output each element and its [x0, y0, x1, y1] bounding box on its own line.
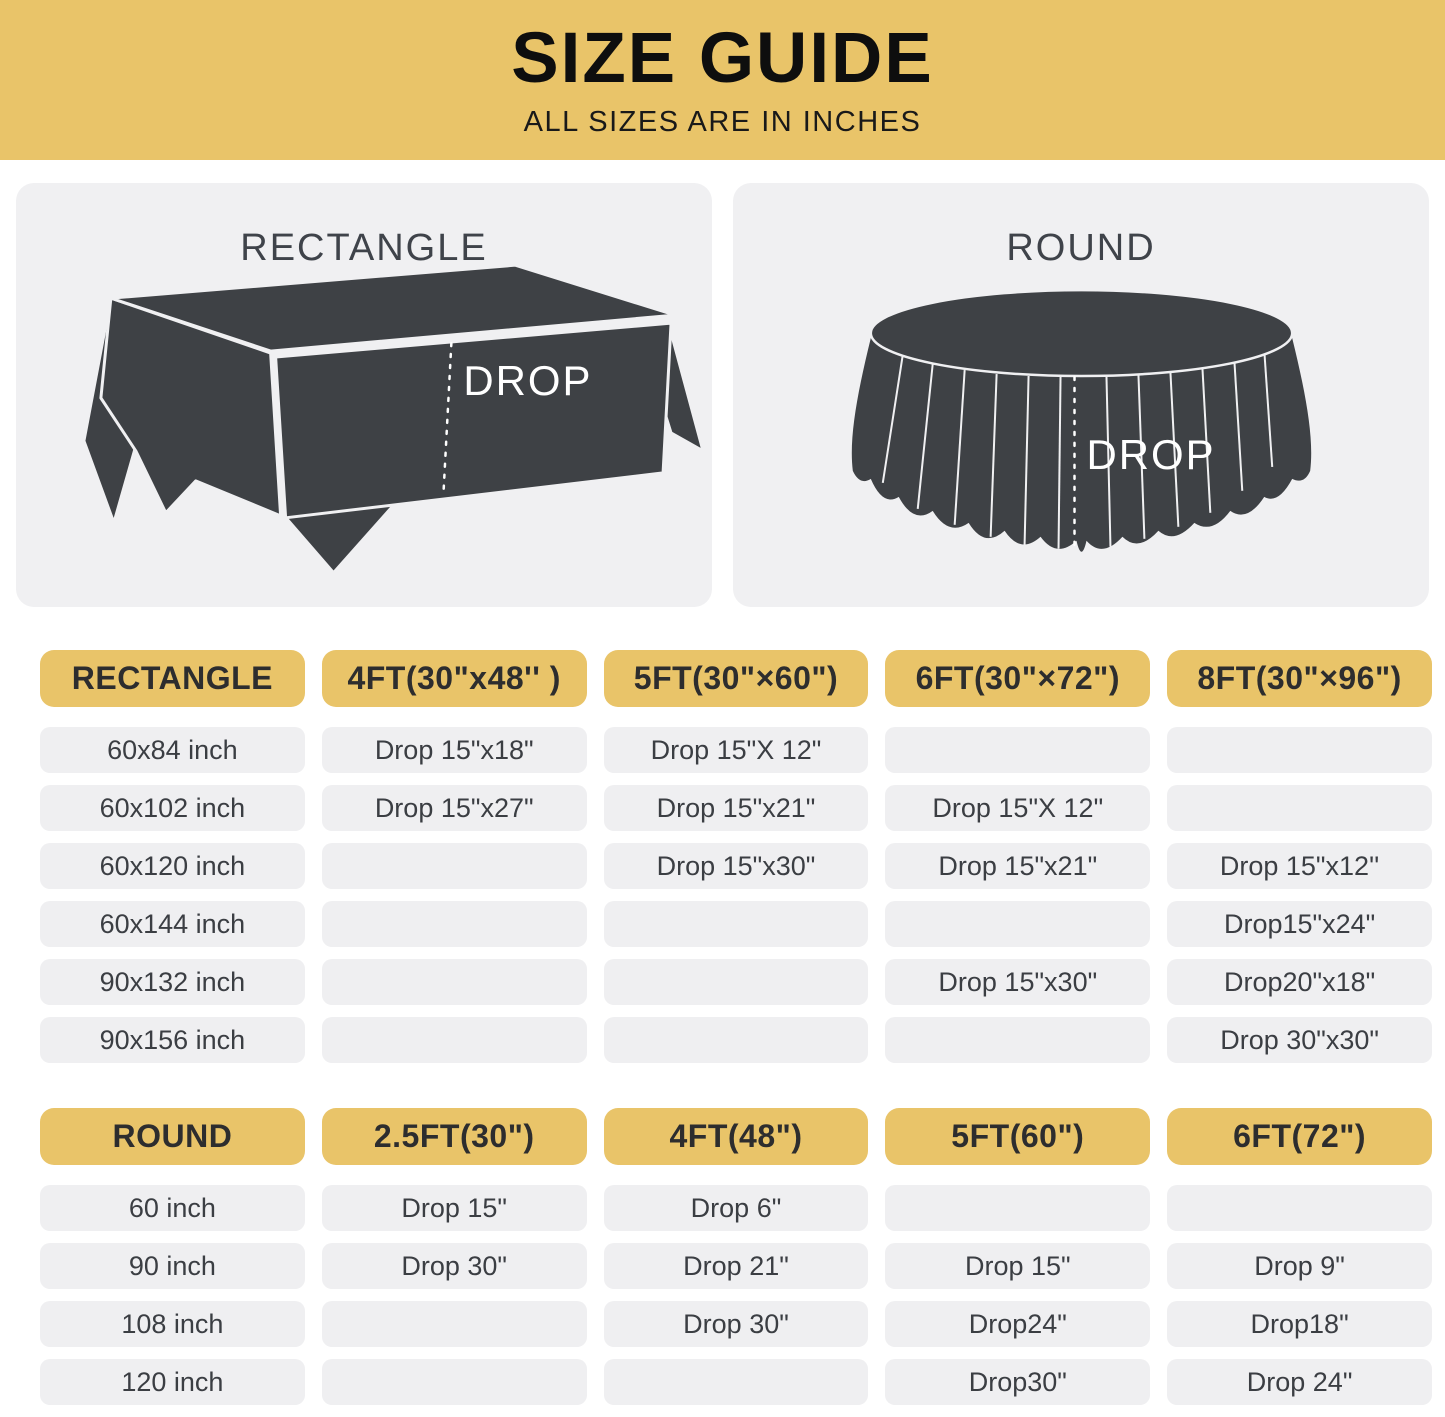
drop-label: DROP [1086, 430, 1216, 478]
size-cell: Drop 15"x30" [885, 959, 1150, 1005]
size-cell: Drop 21" [604, 1243, 869, 1289]
size-cell: Drop 15"x21" [885, 843, 1150, 889]
size-cell: Drop 15"x21" [604, 785, 869, 831]
size-cell: 60x144 inch [40, 901, 305, 947]
size-cell: 60x102 inch [40, 785, 305, 831]
column-header: 2.5FT(30") [322, 1108, 587, 1165]
size-cell: Drop 15" [322, 1185, 587, 1231]
drop-label: DROP [463, 357, 593, 404]
empty-cell [322, 1301, 587, 1347]
empty-cell [322, 1359, 587, 1405]
empty-cell [604, 959, 869, 1005]
illustration-panels [16, 183, 1429, 607]
column-header: 5FT(60") [885, 1108, 1150, 1165]
column-header: 4FT(48") [604, 1108, 869, 1165]
column-header: RECTANGLE [40, 650, 305, 707]
size-cell: 60 inch [40, 1185, 305, 1231]
empty-cell [322, 959, 587, 1005]
empty-cell [604, 901, 869, 947]
empty-cell [604, 1359, 869, 1405]
rectangle-size-table [40, 650, 1432, 1063]
size-cell: Drop 30" [322, 1243, 587, 1289]
empty-cell [604, 1017, 869, 1063]
empty-cell [885, 1017, 1150, 1063]
empty-cell [1167, 785, 1432, 831]
size-cell: Drop 15"X 12" [604, 727, 869, 773]
size-cell: Drop30" [885, 1359, 1150, 1405]
column-header: 8FT(30"×96") [1167, 650, 1432, 707]
panel-rectangle [16, 183, 712, 607]
column-header: 6FT(72") [1167, 1108, 1432, 1165]
size-cell: Drop 15"x30" [604, 843, 869, 889]
size-cell: 60x84 inch [40, 727, 305, 773]
size-cell: Drop24" [885, 1301, 1150, 1347]
empty-cell [885, 901, 1150, 947]
size-cell: Drop15"x24" [1167, 901, 1432, 947]
size-cell: Drop 30"x30" [1167, 1017, 1432, 1063]
size-cell: Drop 15" [885, 1243, 1150, 1289]
cloth-front-face [276, 323, 671, 518]
cloth-top-ellipse [871, 290, 1292, 376]
round-size-table [40, 1108, 1432, 1405]
empty-cell [322, 1017, 587, 1063]
size-cell: Drop 15"X 12" [885, 785, 1150, 831]
size-cell: Drop 24" [1167, 1359, 1432, 1405]
empty-cell [322, 843, 587, 889]
rectangle-table-header-row [40, 650, 1432, 707]
banner [0, 0, 1445, 160]
empty-cell [1167, 727, 1432, 773]
size-cell: Drop 15"x18" [322, 727, 587, 773]
size-cell: 60x120 inch [40, 843, 305, 889]
size-cell: 108 inch [40, 1301, 305, 1347]
empty-cell [322, 901, 587, 947]
page-title: SIZE GUIDE [511, 19, 934, 98]
size-cell: Drop 15"x27" [322, 785, 587, 831]
size-cell: Drop 30" [604, 1301, 869, 1347]
column-header: ROUND [40, 1108, 305, 1165]
empty-cell [1167, 1185, 1432, 1231]
panel-round [733, 183, 1429, 607]
size-cell: Drop18" [1167, 1301, 1432, 1347]
size-tables [40, 650, 1432, 1405]
size-cell: Drop 15"x12'' [1167, 843, 1432, 889]
size-cell: 90x132 inch [40, 959, 305, 1005]
round-table-header-row [40, 1108, 1432, 1165]
panel-rectangle-title: RECTANGLE [240, 227, 488, 269]
size-cell: 90 inch [40, 1243, 305, 1289]
column-header: 5FT(30"×60") [604, 650, 869, 707]
column-header: 6FT(30"×72") [885, 650, 1150, 707]
panel-round-title: ROUND [1006, 227, 1156, 269]
size-cell: Drop 6" [604, 1185, 869, 1231]
page-subtitle: ALL SIZES ARE IN INCHES [523, 106, 922, 138]
empty-cell [885, 727, 1150, 773]
column-header: 4FT(30"x48'' ) [322, 650, 587, 707]
size-cell: Drop 9" [1167, 1243, 1432, 1289]
size-cell: 120 inch [40, 1359, 305, 1405]
empty-cell [885, 1185, 1150, 1231]
rectangle-table-body [40, 727, 1432, 1063]
round-table-body [40, 1185, 1432, 1405]
size-cell: Drop20"x18" [1167, 959, 1432, 1005]
size-cell: 90x156 inch [40, 1017, 305, 1063]
